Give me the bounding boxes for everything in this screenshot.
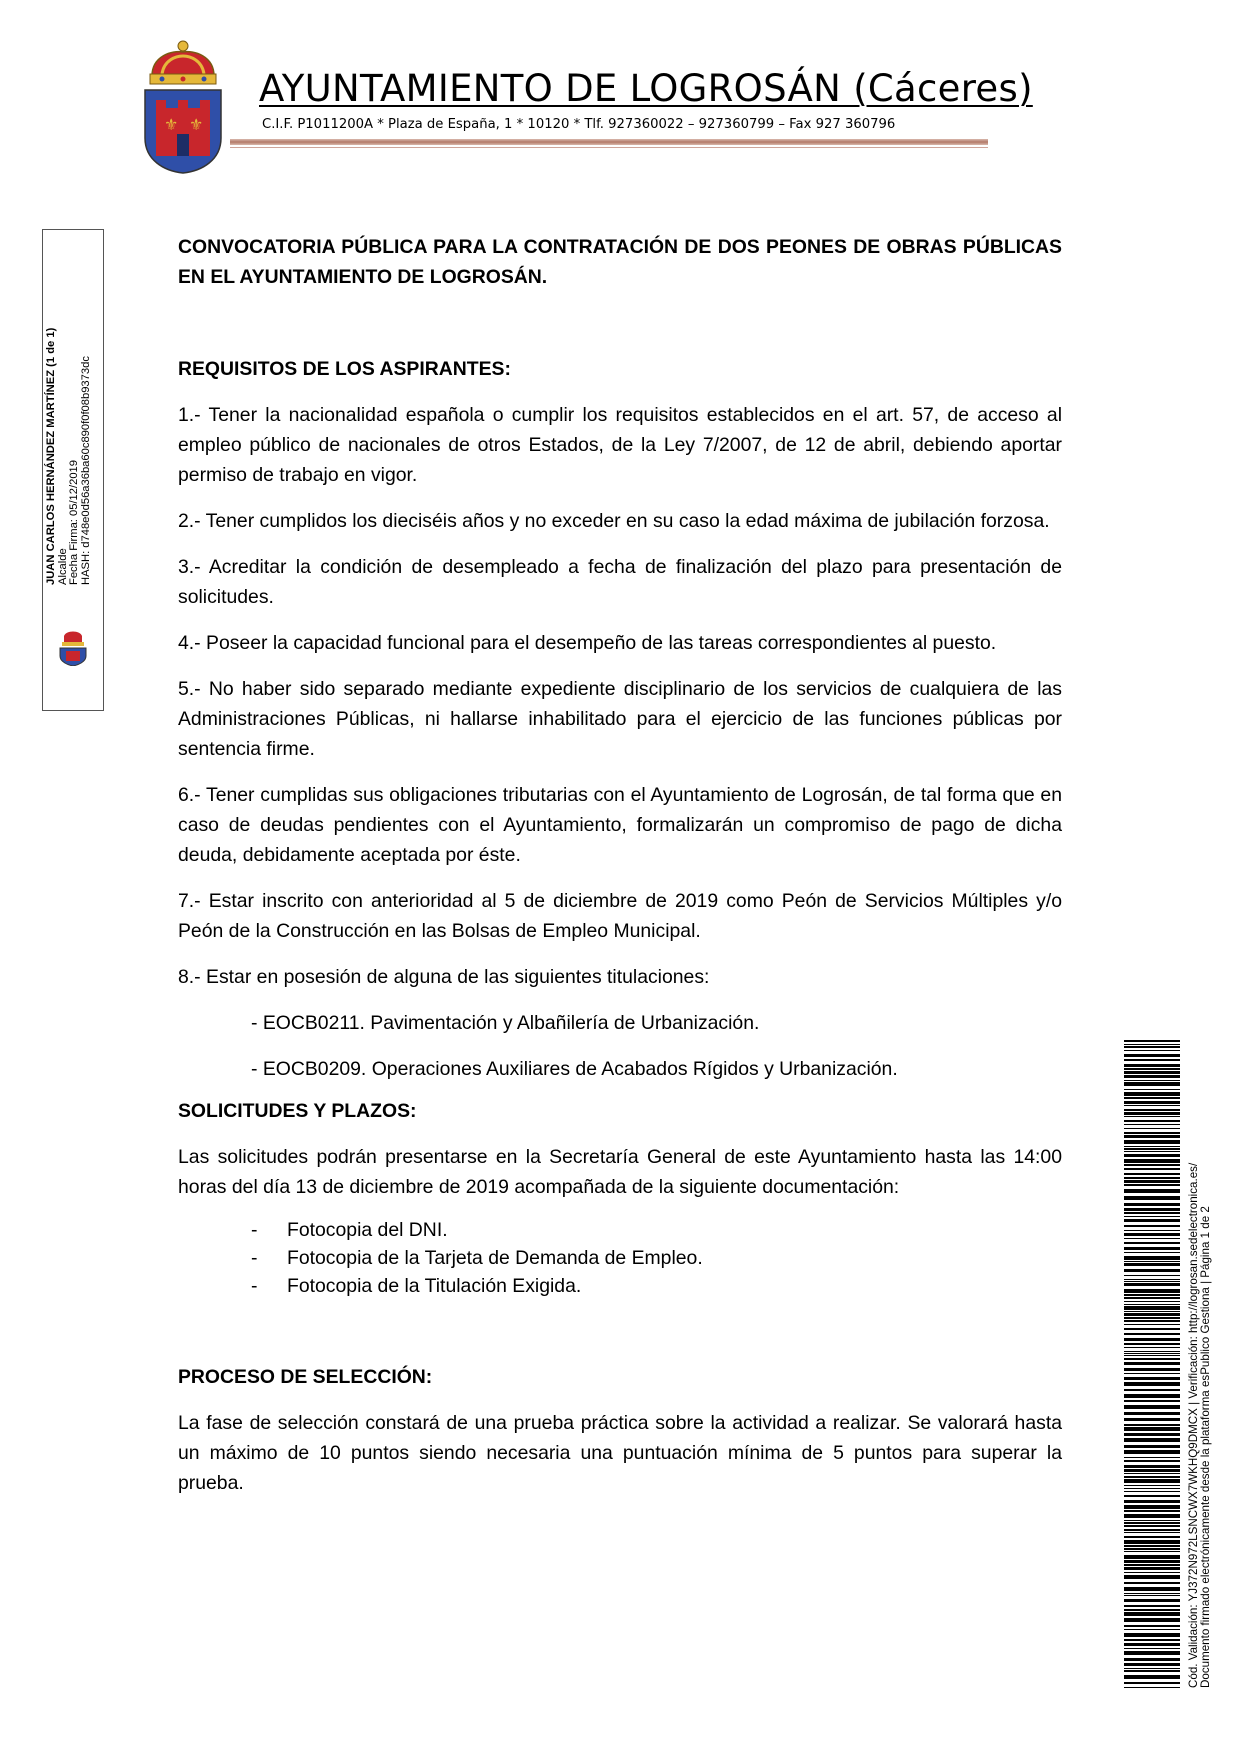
barcode-bar: [1124, 1233, 1180, 1236]
barcode-bar: [1124, 1358, 1180, 1360]
barcode-bar: [1124, 1075, 1180, 1078]
barcode-bar: [1124, 1505, 1180, 1509]
barcode-bar: [1124, 1560, 1180, 1563]
barcode-bar: [1124, 1225, 1180, 1227]
barcode-bar: [1124, 1663, 1180, 1666]
barcode-bar: [1124, 1097, 1180, 1099]
barcode-bar: [1124, 1146, 1180, 1147]
requisito-3: 3.- Acreditar la condición de desempleado a fecha de finalización del plazo para presentación de solicitudes.: [178, 556, 1062, 608]
requisito-2: 2.- Tener cumplidos los dieciséis años y no exceder en su caso la edad máxima de jubilación forzosa.: [178, 510, 1050, 532]
barcode-bar: [1124, 1491, 1180, 1492]
requisito-8: 8.- Estar en posesión de alguna de las siguientes titulaciones:: [178, 966, 710, 988]
barcode-bar: [1124, 1572, 1180, 1573]
barcode-bar: [1124, 1148, 1180, 1150]
barcode-bar: [1124, 1347, 1180, 1348]
barcode-bar: [1124, 1328, 1180, 1330]
barcode-bar: [1124, 1520, 1180, 1521]
barcode-bar: [1124, 1545, 1180, 1547]
barcode-bar: [1124, 1279, 1180, 1280]
barcode-bar: [1124, 1548, 1180, 1550]
barcode-bar: [1124, 1180, 1180, 1183]
barcode-bar: [1124, 1564, 1180, 1566]
barcode-bar: [1124, 1639, 1180, 1641]
svg-text:⚜: ⚜: [164, 115, 179, 134]
barcode-bar: [1124, 1582, 1180, 1584]
barcode-icon: [1124, 1040, 1180, 1688]
solicitudes-heading: SOLICITUDES Y PLAZOS:: [178, 1100, 417, 1122]
barcode-bar: [1124, 1275, 1180, 1276]
barcode-bar: [1124, 1629, 1180, 1630]
list-item: - Fotocopia del DNI.: [178, 1216, 1062, 1244]
barcode-bar: [1124, 1625, 1180, 1627]
requisitos-heading: REQUISITOS DE LOS ASPIRANTES:: [178, 358, 511, 380]
barcode-bar: [1124, 1140, 1180, 1144]
barcode-bar: [1124, 1460, 1180, 1462]
barcode-bar: [1124, 1080, 1180, 1081]
barcode-bar: [1124, 1269, 1180, 1272]
barcode-bar: [1124, 1317, 1180, 1319]
barcode-bar: [1124, 1184, 1180, 1186]
barcode-bar: [1124, 1575, 1180, 1579]
barcode-bar: [1124, 1230, 1180, 1231]
barcode-bar: [1124, 1324, 1180, 1325]
barcode-bar: [1124, 1128, 1180, 1129]
barcode-bar: [1124, 1595, 1180, 1596]
barcode-bar: [1124, 1105, 1180, 1106]
seleccion-text: La fase de selección constará de una prueba práctica sobre la actividad a realizar. Se valorará hasta un máximo de 10 puntos siendo necesaria una puntuación mínima de 5 puntos para superar la prueba.: [178, 1412, 1062, 1494]
page-title: AYUNTAMIENTO DE LOGROSÁN (Cáceres): [259, 67, 1033, 110]
validation-code: Cód. Validación: YJ372N972LSNCWX7WKHQ9DMCX | Verificación: http://logrosan.sedelectronica.es/: [1187, 1162, 1200, 1688]
barcode-bar: [1124, 1132, 1180, 1134]
signature-date: Fecha Firma: 05/12/2019: [68, 460, 81, 585]
barcode-bar: [1124, 1333, 1180, 1335]
barcode-bar: [1124, 1651, 1180, 1655]
barcode-bar: [1124, 1338, 1180, 1341]
barcode-bar: [1124, 1405, 1180, 1409]
barcode-bar: [1124, 1301, 1180, 1302]
barcode-bar: [1124, 1219, 1180, 1222]
barcode-bar: [1124, 1609, 1180, 1611]
barcode-bar: [1124, 1540, 1180, 1544]
header-divider: [230, 139, 988, 145]
barcode-bar: [1124, 1522, 1180, 1524]
barcode-bar: [1124, 1643, 1180, 1646]
requisito-5: 5.- No haber sido separado mediante expediente disciplinario de los servicios de cualquiera de las Administraciones Públicas, ni hallarse inhabilitado para el ejercicio de las funciones públicas por sentencia firme.: [178, 678, 1062, 760]
signature-hash: HASH: d748e0d56a36ba60c890f0f08b9373dc: [79, 356, 92, 585]
barcode-bar: [1124, 1587, 1180, 1591]
barcode-bar: [1124, 1256, 1180, 1260]
barcode-bar: [1124, 1044, 1180, 1045]
barcode-bar: [1124, 1551, 1180, 1552]
barcode-bar: [1124, 1189, 1180, 1193]
barcode-bar: [1124, 1252, 1180, 1253]
barcode-bar: [1124, 1424, 1180, 1426]
barcode-bar: [1124, 1355, 1180, 1356]
barcode-bar: [1124, 1238, 1180, 1239]
documentos-list: [178, 1216, 1062, 1300]
barcode-bar: [1124, 1668, 1180, 1669]
barcode-bar: [1124, 1473, 1180, 1474]
barcode-bar: [1124, 1112, 1180, 1115]
barcode-bar: [1124, 1469, 1180, 1472]
requisito-4: 4.- Poseer la capacidad funcional para el desempeño de las tareas correspondientes al puesto.: [178, 632, 997, 654]
barcode-bar: [1124, 1071, 1180, 1074]
barcode-bar: [1124, 1648, 1180, 1649]
requisito-1: 1.- Tener la nacionalidad española o cumplir los requisitos establecidos en el art. 57, de acceso al empleo público de nacionales de otros Estados, de la Ley 7/2007, de 12 de abril, debiendo aportar permiso de trabajo en vigor.: [178, 404, 1062, 486]
signer-role: Alcalde: [56, 548, 69, 585]
barcode-bar: [1124, 1289, 1180, 1293]
document-title: CONVOCATORIA PÚBLICA PARA LA CONTRATACIÓN DE DOS PEONES DE OBRAS PÚBLICAS EN EL AYUNTAMIENTO DE LOGROSÁN.: [178, 236, 1062, 288]
barcode-bar: [1124, 1612, 1180, 1616]
barcode-bar: [1124, 1412, 1180, 1415]
barcode-bar: [1124, 1092, 1180, 1096]
barcode-bar: [1124, 1247, 1180, 1250]
barcode-bar: [1124, 1320, 1180, 1322]
signature-info: [46, 285, 104, 585]
barcode-bar: [1124, 1082, 1180, 1086]
barcode-bar: [1124, 1173, 1180, 1175]
barcode-bar: [1124, 1687, 1180, 1688]
barcode-bar: [1124, 1109, 1180, 1111]
barcode-bar: [1124, 1389, 1180, 1391]
validation-info: [1188, 1108, 1224, 1688]
barcode-bar: [1124, 1242, 1180, 1244]
barcode-bar: [1124, 1479, 1180, 1483]
list-item: - Fotocopia de la Tarjeta de Demanda de Empleo.: [178, 1244, 1062, 1272]
barcode-bar: [1124, 1168, 1180, 1170]
barcode-bar: [1124, 1593, 1180, 1594]
barcode-bar: [1124, 1532, 1180, 1533]
barcode-bar: [1124, 1555, 1180, 1559]
document-body: [178, 232, 1062, 1498]
barcode-bar: [1124, 1382, 1180, 1386]
barcode-bar: [1124, 1529, 1180, 1531]
barcode-bar: [1124, 1343, 1180, 1345]
barcode-bar: [1124, 1159, 1180, 1163]
barcode-bar: [1124, 1373, 1180, 1374]
barcode-bar: [1124, 1567, 1180, 1570]
barcode-bar: [1124, 1216, 1180, 1217]
barcode-bar: [1124, 1304, 1180, 1305]
barcode-bar: [1124, 1658, 1180, 1661]
barcode-bar: [1124, 1196, 1180, 1200]
validation-platform: Documento firmado electrónicamente desde la plataforma esPublico Gestiona | Página 1 de 2: [1199, 1206, 1213, 1688]
barcode-bar: [1124, 1059, 1180, 1061]
barcode-bar: [1124, 1120, 1180, 1122]
header-divider-thin: [230, 147, 988, 148]
barcode-bar: [1124, 1046, 1180, 1048]
barcode-bar: [1124, 1151, 1180, 1152]
barcode-bar: [1124, 1400, 1180, 1402]
barcode-bar: [1124, 1101, 1180, 1104]
barcode-bar: [1124, 1394, 1180, 1398]
barcode-bar: [1124, 1485, 1180, 1486]
barcode-bar: [1124, 1177, 1180, 1179]
barcode-bar: [1124, 1281, 1180, 1282]
solicitudes-text: Las solicitudes podrán presentarse en la Secretaría General de este Ayuntamiento hasta las 14:00 horas del día 13 de diciembre de 2019 acompañada de la siguiente documentación:: [178, 1146, 1062, 1198]
barcode-bar: [1124, 1040, 1180, 1042]
barcode-bar: [1124, 1476, 1180, 1478]
barcode-bar: [1124, 1675, 1180, 1679]
barcode-bar: [1124, 1465, 1180, 1468]
barcode-bar: [1124, 1536, 1180, 1538]
barcode-bar: [1124, 1351, 1180, 1352]
list-item: - Fotocopia de la Titulación Exigida.: [178, 1272, 1062, 1300]
barcode-bar: [1124, 1116, 1180, 1117]
barcode-bar: [1124, 1089, 1180, 1090]
barcode-bar: [1124, 1377, 1180, 1380]
barcode-bar: [1124, 1599, 1180, 1602]
barcode-bar: [1124, 1124, 1180, 1125]
barcode-bar: [1124, 1154, 1180, 1157]
barcode-bar: [1124, 1457, 1180, 1458]
stamp-crest-icon: [50, 628, 96, 666]
barcode-bar: [1124, 1427, 1180, 1431]
seleccion-heading: PROCESO DE SELECCIÓN:: [178, 1366, 433, 1388]
titulacion-2: - EOCB0209. Operaciones Auxiliares de Acabados Rígidos y Urbanización.: [251, 1058, 898, 1080]
barcode-bar: [1124, 1488, 1180, 1489]
barcode-bar: [1124, 1450, 1180, 1454]
barcode-bar: [1124, 1306, 1180, 1310]
barcode-bar: [1124, 1294, 1180, 1296]
requisito-7: 7.- Estar inscrito con anterioridad al 5 de diciembre de 2019 como Peón de Servicios Múltiples y/o Peón de la Construcción en las Bolsas de Empleo Municipal.: [178, 890, 1062, 942]
barcode-bar: [1124, 1203, 1180, 1206]
barcode-bar: [1124, 1525, 1180, 1527]
requisito-6: 6.- Tener cumplidas sus obligaciones tributarias con el Ayuntamiento de Logrosán, de tal forma que en caso de deudas pendientes con el Ayuntamiento, formalizarán un compromiso de pago de dicha deuda, debidamente aceptada por éste.: [178, 784, 1062, 866]
barcode-bar: [1124, 1263, 1180, 1266]
barcode-bar: [1124, 1514, 1180, 1518]
barcode-bar: [1124, 1064, 1180, 1067]
barcode-bar: [1124, 1353, 1180, 1354]
barcode-bar: [1124, 1500, 1180, 1503]
barcode-bar: [1124, 1605, 1180, 1607]
barcode-bar: [1124, 1261, 1180, 1262]
barcode-bar: [1124, 1670, 1180, 1672]
barcode-bar: [1124, 1068, 1180, 1070]
barcode-bar: [1124, 1362, 1180, 1365]
titulacion-1: - EOCB0211. Pavimentación y Albañilería de Urbanización.: [251, 1012, 760, 1034]
barcode-bar: [1124, 1050, 1180, 1051]
signer-name: JUAN CARLOS HERNÁNDEZ MARTÍNEZ (1 de 1): [45, 327, 57, 585]
barcode-bar: [1124, 1297, 1180, 1299]
barcode-bar: [1124, 1495, 1180, 1497]
barcode-bar: [1124, 1445, 1180, 1448]
barcode-bar: [1124, 1510, 1180, 1512]
barcode-bar: [1124, 1438, 1180, 1442]
barcode-bar: [1124, 1368, 1180, 1371]
barcode-bar: [1124, 1135, 1180, 1138]
barcode-bar: [1124, 1311, 1180, 1312]
barcode-bar: [1124, 1682, 1180, 1684]
contact-info: C.I.F. P1011200A * Plaza de España, 1 * 10120 * Tlf. 927360022 – 927360799 – Fax 927 360796: [262, 117, 896, 132]
barcode-bar: [1124, 1433, 1180, 1436]
svg-text:⚜: ⚜: [189, 115, 204, 134]
barcode-bar: [1124, 1633, 1180, 1637]
barcode-bar: [1124, 1212, 1180, 1214]
barcode-bar: [1124, 1054, 1180, 1057]
barcode-bar: [1124, 1313, 1180, 1316]
barcode-bar: [1124, 1208, 1180, 1211]
barcode-bar: [1124, 1418, 1180, 1421]
barcode-bar: [1124, 1618, 1180, 1622]
barcode-bar: [1124, 1283, 1180, 1286]
coat-of-arms-icon: [142, 38, 224, 174]
barcode-bar: [1124, 1164, 1180, 1166]
